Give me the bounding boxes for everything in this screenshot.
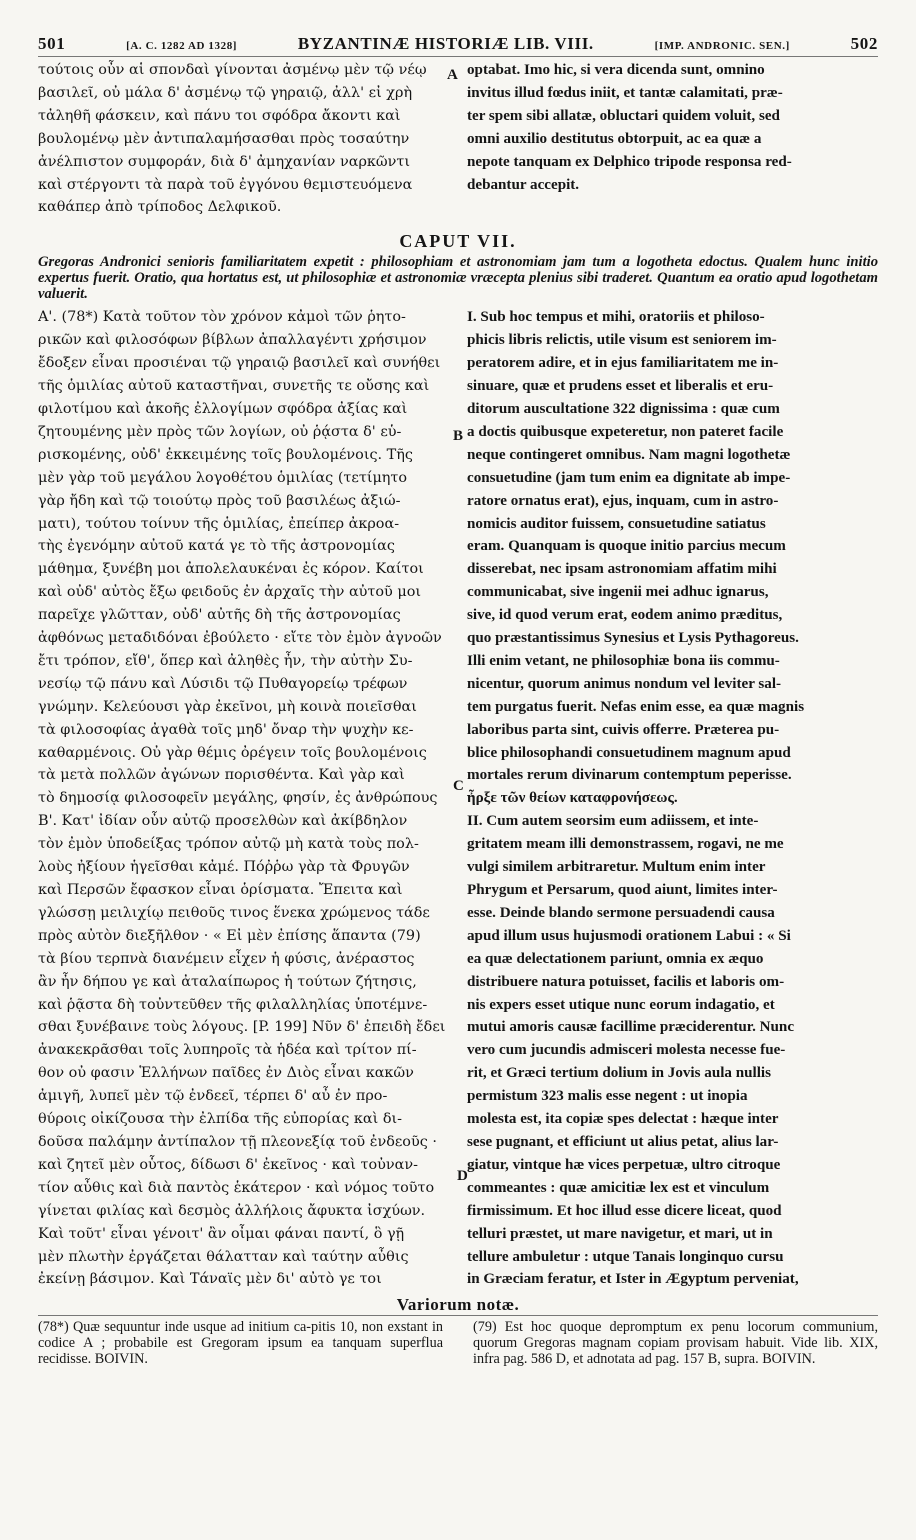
latin-line: in Græciam feratur, et Ister in Ægyptum perveniat, (467, 1271, 799, 1288)
latin-line: giatur, vintque hæ vices perpetuæ, ultro citroque (467, 1156, 781, 1173)
latin-line: invitus illud fœdus iniit, et tantæ calamitati, præ- (467, 84, 783, 101)
greek-line: ρικῶν καὶ φιλοσόφων βίβλων ἀπαλλαγέντι χρήσιμον (38, 332, 427, 349)
latin-line: ditorum auscultatione 322 dignissima : quæ cum (467, 400, 780, 417)
greek-line: γὰρ ἤδη καὶ τῷ τοιούτῳ πρὸς τοῦ βασιλέως ἀξιώ- (38, 492, 401, 509)
notes-title: Variorum notæ. (396, 1295, 520, 1315)
greek-line: τὰ μετὰ πολλῶν ἀγώνων πορισθέντα. Καὶ γὰρ καὶ (38, 767, 405, 784)
greek-line: Α'. (78*) Κατὰ τοῦτον τὸν χρόνον κἀμοὶ τῶν ῥητο- (38, 309, 406, 326)
margin-letter-b: B (453, 428, 464, 444)
latin-line: Illi enim vetant, ne philosophiæ bona iis commu- (467, 652, 780, 669)
latin-line: a doctis quibusque expeteretur, non pateret facile (467, 423, 784, 440)
latin-line: mortales rerum divinarum contemptum peperisse. (467, 767, 792, 784)
running-head (38, 34, 878, 57)
latin-line: ter spem sibi allatæ, obluctari quidem voluit, sed (467, 107, 780, 124)
latin-line: consuetudine (jam tum enim ea dignitate ab impe- (467, 469, 791, 486)
latin-line: tellure ambuletur : utque Tanais longinquo cursu (467, 1248, 784, 1265)
greek-line: θύροις οἰκίζουσα τὴν ἐλπίδα τῆς εὐπορίας καὶ δι- (38, 1111, 402, 1128)
note-79: (79) Est hoc quoque depromptum ex penu locorum communium, quorum Gregoras magnam copiam provisam habuit. Vide lib. XIX, infra pag. 586 D, et adnotata ad pag. 157 B, supra. BOIVIN. (473, 1319, 878, 1368)
latin-line: Phrygum et Persarum, quod aiunt, limites inter- (467, 882, 778, 898)
running-head-title: BYZANTINÆ HISTORIÆ LIB. VIII. (297, 34, 594, 53)
latin-line: ἦρξε τῶν θείων καταφρονήσεως. (467, 790, 678, 807)
latin-line: I. Sub hoc tempus et mihi, oratoriis et philoso- (467, 309, 765, 326)
body-latin-column (467, 306, 878, 1291)
greek-line: ματι), τούτου τοίνυν τῆς ὁμιλίας, ἐπείπερ ἀκροα- (38, 515, 400, 532)
latin-line: commeantes : quæ amicitiæ lex est et vinculum (467, 1179, 770, 1196)
greek-line: τούτοις οὖν αἱ σπονδαὶ γίνονται ἀσμένῳ μὲν τῷ νέῳ (38, 62, 427, 78)
greek-line: τῆς ὁμιλίας αὐτοῦ καταστῆναι, συνετῆς τε οὔσης καὶ (38, 378, 430, 395)
intro-greek-column (38, 59, 449, 219)
right-page-number: 502 (850, 34, 878, 53)
greek-line: γίνεται φιλίας καὶ δεσμὸς ἀλλήλοις ἄφυκτα ἰσχύων. (38, 1202, 426, 1219)
latin-line: phicis libris relictis, utile visum est seniorem im- (467, 332, 777, 349)
margin-letter-c: C (453, 778, 464, 794)
greek-line: ἔτι τρόπον, εἴθ', ὅπερ καὶ ἀληθὲς ἦν, τὴν αὐτὴν Συ- (38, 652, 413, 669)
greek-line: ἀμιγῆ, λυπεῖ μὲν τῷ ἐνδεεῖ, τέρπει δ' αὖ ἐν προ- (38, 1088, 388, 1105)
latin-line: vero cum jucundis admisceri molesta necesse fue- (467, 1042, 786, 1059)
greek-line: καὶ ῥᾷστα δὴ τοὐντεῦθεν τῆς φιλαλληλίας ὑποτέμνε- (38, 996, 428, 1013)
latin-line: sinuare, quæ et prudens esset et liberalis et eru- (467, 378, 774, 395)
left-page-number: 501 (38, 34, 66, 53)
greek-line: καθαρμένοις. Οὐ γὰρ θέμις ὀρέγειν τοῖς βουλομένοις (38, 744, 427, 761)
greek-line: ζητουμένης μὲν πρὸς τῶν λογίων, οὐ ῥᾴστα δ' εὑ- (38, 423, 402, 440)
latin-line: ea quæ delectationem pariunt, omnia ex æquo (467, 950, 764, 967)
greek-line: ἐκείνῃ βάσιμον. Καὶ Τάναϊς μὲν δι' αὐτὸ γε τοι (38, 1271, 382, 1288)
latin-line: eram. Quanquam is quoque initio parcius mecum (467, 538, 786, 555)
greek-line: νεσίῳ τῷ πάνυ καὶ Λύσιδι τῷ Πυθαγορείῳ τρέφων (38, 675, 408, 692)
greek-line: τὸ δημοσίᾳ φιλοσοφεῖν μεγάλης, φησίν, ἐς ἀνθρώπους (38, 790, 438, 807)
greek-line: τὸν ἐμὸν ὑποδείξας τρόπον αὐτῷ μὴ κατὰ τοὺς πολ- (38, 836, 419, 853)
greek-line: ἂν ἦν δήπου γε καὶ ἀταλαίπωρος ἡ τούτων ζήτησις, (38, 973, 417, 990)
greek-line: τίον αὖθις καὶ διὰ παντὸς ἑκάτερον · καὶ νόμος τοῦτο (38, 1179, 435, 1196)
margin-letter-d: D (457, 1168, 468, 1184)
greek-line: λοὺς ἠξίουν ἡγεῖσθαι κἀμέ. Πόῤῥω γὰρ τὰ Φρυγῶν (38, 859, 410, 876)
latin-line: tem purgatus fuerit. Nefas enim esse, ea quæ magnis (467, 698, 805, 715)
latin-line: sive, id quod verum erat, eodem animo præditus, (467, 607, 783, 624)
greek-line: Β'. Κατ' ἰδίαν οὖν αὐτῷ προσελθὼν καὶ ἀκίβδηλον (38, 813, 408, 830)
greek-line: δοῦσα παλάμην ἀντίπαλον τῇ πλεονεξίᾳ τοῦ ἐνδεοῦς · (38, 1133, 437, 1150)
latin-line: firmissimum. Et hoc illud esse dicere liceat, quod (467, 1202, 782, 1219)
greek-line: ρισκομένης, οὐδ' ἐκκειμένης τοῖς βουλομένοις. Τῆς (38, 446, 413, 463)
latin-line: gritatem meam illi demonstrassem, rogavi, ne me (467, 836, 784, 853)
margin-letter-a: A (447, 67, 458, 83)
latin-line: II. Cum autem seorsim eum adiissem, et inte- (467, 813, 759, 830)
latin-line: apud illum usus hujusmodi orationem Labui : « Si (467, 927, 791, 944)
latin-line: mutui amoris causæ facillime præciderentur. Nunc (467, 1019, 795, 1036)
greek-line: καὶ οὐδ' αὐτὸς ἔξω φειδοῦς ἐν ἀρχαῖς τὴν αὐτοῦ μοι (38, 584, 422, 601)
latin-line: sese pugnant, et efficiunt ut alius petat, alius lar- (467, 1133, 779, 1150)
greek-line: φιλοτίμου καὶ ἀκοῆς ἐλλογίμων σφόδρα ἀξίας καὶ (38, 400, 408, 417)
latin-line: quo præstantissimus Synesius et Lysis Pythagoreus. (467, 630, 799, 647)
greek-line: βουλομένῳ μὲν ἀντιπαλαμήσασθαι πρὸς τοσαύτην (38, 130, 410, 147)
greek-line: καθάπερ ἀπὸ τρίποδος Δελφικοῦ. (38, 199, 282, 216)
latin-line: rit, et Græci tertium dolium in Jovis aula nullis (467, 1065, 771, 1082)
latin-line: nis expers esset utique nunc eorum indagatio, et (467, 996, 775, 1013)
greek-line: ἀνακεκρᾶσθαι τοῖς λυπηροῖς τὰ ἡδέα καὶ τρίτον πί- (38, 1042, 417, 1059)
greek-line: καὶ Περσῶν ἔφασκον εἶναι ὁρίσματα. Ἔπειτα καὶ (38, 882, 403, 898)
greek-line: τὰ φιλοσοφίας ἀγαθὰ τοῖς μηδ' ὄναρ τὴν ψυχὴν κε- (38, 721, 414, 738)
intro-section (38, 59, 878, 219)
greek-line: σθαι ξυνέβαινε τοὺς λόγους. [P. 199] Νῦν δ' ἐπειδὴ ἔδει (38, 1019, 446, 1036)
chapter-title: CAPUT VII. (399, 231, 517, 252)
latin-line: distribuere natura potuisset, facilis et laboris om- (467, 973, 785, 990)
latin-line: optabat. Imo hic, si vera dicenda sunt, omnino (467, 62, 765, 78)
latin-line: debantur accepit. (467, 176, 580, 193)
latin-line: laboribus parta sint, cuivis offerre. Præterea pu- (467, 721, 780, 738)
greek-line: μάθημα, ξυνέβη μοι ἀπολελαυκέναι ἐς κόρον. Καίτοι (38, 561, 424, 578)
greek-line: τὴς ἐγενόμην αὐτοῦ κατά γε τὸ τῆς ἀστρονομίας (38, 538, 395, 555)
latin-line: ratore ornatus erat), ejus, inquam, cum in astro- (467, 492, 779, 509)
latin-line: nicentur, quorum animus nondum vel leviter sal- (467, 675, 782, 692)
greek-line: μὲν πλωτὴν ἐργάζεται θάλατταν καὶ ταύτην αὖθις (38, 1248, 409, 1265)
greek-line: καὶ στέργοντι τὰ παρὰ τοῦ ἐγγόνου θεμιστευόμενα (38, 176, 413, 193)
latin-line: peratorem adire, et in ejus familiaritatem me in- (467, 355, 779, 372)
greek-line: βασιλεῖ, οὐ μάλα δ' ἀσμένῳ τῷ γηραιῷ, ἀλλ' εἰ χρὴ (38, 84, 413, 101)
greek-line: τὰ βίου τερπνὰ διανέμειν εἶχεν ἡ φύσις, ἀνέραστος (38, 950, 415, 967)
greek-line: τἀληθῆ φάσκειν, καὶ πάνυ τοι σφόδρα ἄκοντι καὶ (38, 107, 401, 124)
latin-line: disserebat, nec ipsam astronomiam affatim mihi (467, 561, 777, 578)
note-78: (78*) Quæ sequuntur inde usque ad initium ca-pitis 10, non exstant in codice A ; probabile est Gregoram ipsum ea tanquam superflua recidisse. BOIVIN. (38, 1319, 443, 1368)
greek-line: καὶ ζητεῖ μὲν οὗτος, δίδωσι δ' ἐκεῖνος · καὶ τοὐναν- (38, 1156, 418, 1173)
greek-line: ἔδοξεν εἶναι προσιέναι τῷ γηραιῷ βασιλεῖ καὶ συνήθει (38, 355, 441, 372)
greek-line: μὲν γὰρ τοῦ μεγάλου λογοθέτου ὁμιλίας (τετίμητο (38, 469, 408, 486)
greek-line: ἀφθόνως μεταδιδόναι ἐβούλετο · εἴτε τὸν ἐμὸν ἀγνοῶν (38, 630, 442, 647)
intro-latin-column (467, 59, 878, 219)
latin-line: nomicis auditor fuissem, consuetudine satiatus (467, 515, 766, 532)
greek-line: παρεῖχε γλῶτταν, οὐδ' αὐτῆς δὴ τῆς ἀστρονομίας (38, 607, 401, 624)
latin-line: communicabat, sive ingenii mei adhuc ignarus, (467, 584, 769, 601)
latin-line: nepote tanquam ex Delphico tripode responsa red- (467, 153, 792, 170)
greek-line: γνώμην. Κελεύουσι γὰρ ἐκεῖνοι, μὴ κοινὰ ποιεῖσθαι (38, 698, 417, 715)
greek-line: γλώσσῃ μειλιχίῳ πειθοῦς τινος ἕνεκα χρώμενος τάδε (38, 904, 430, 921)
running-head-dates: [A. C. 1282 AD 1328] (126, 40, 238, 52)
latin-line: neque contingeret omnibus. Nam magni logothetæ (467, 446, 791, 463)
greek-line: θον οὐ φασιν Ἑλλήνων παῖδες ἐν Διὸς εἶναι κακῶν (38, 1065, 414, 1082)
latin-line: vulgi similem arbitraretur. Multum enim inter (467, 859, 766, 876)
latin-line: esse. Deinde blando sermone persuadendi causa (467, 904, 775, 921)
body-greek-column (38, 306, 449, 1291)
running-head-emperor: [IMP. ANDRONIC. SEN.] (654, 40, 790, 52)
notes-section (38, 1315, 878, 1367)
greek-line: ἀνέλπιστον συμφοράν, διὰ δ' ἀμηχανίαν ναρκῶντι (38, 153, 411, 170)
latin-line: blice philosophandi consuetudinem magnum apud (467, 744, 791, 761)
greek-line: Καὶ τοῦτ' εἶναι γένοιτ' ἂν οἶμαι φάναι παντί, ὃ γῇ (38, 1225, 405, 1242)
latin-line: omni auxilio destitutus obtorpuit, ac ea quæ a (467, 130, 762, 147)
chapter-summary: Gregoras Andronici senioris familiaritatem expetit : philosophiam et astronomiam jam tum a logotheta edoctus. Qualem hunc initio expertus fuerit. Oratio, qua hortatus est, ut philosophiæ et astronomiæ vræcepta plenius sibi traderet. Quantum ea oratio apud logothetam valuerit. (38, 254, 878, 303)
latin-line: permistum 323 malis esse negent : ut inopia (467, 1088, 748, 1105)
body-section (38, 306, 878, 1291)
greek-line: πρὸς αὐτὸν διεξῆλθον · « Εἰ μὲν ἐπίσης ἅπαντα (79) (38, 927, 421, 944)
latin-line: telluri præstet, ut mare navigetur, et mari, ut in (467, 1225, 773, 1242)
latin-line: molesta est, ita copiæ spes delectat : hæque inter (467, 1111, 779, 1128)
